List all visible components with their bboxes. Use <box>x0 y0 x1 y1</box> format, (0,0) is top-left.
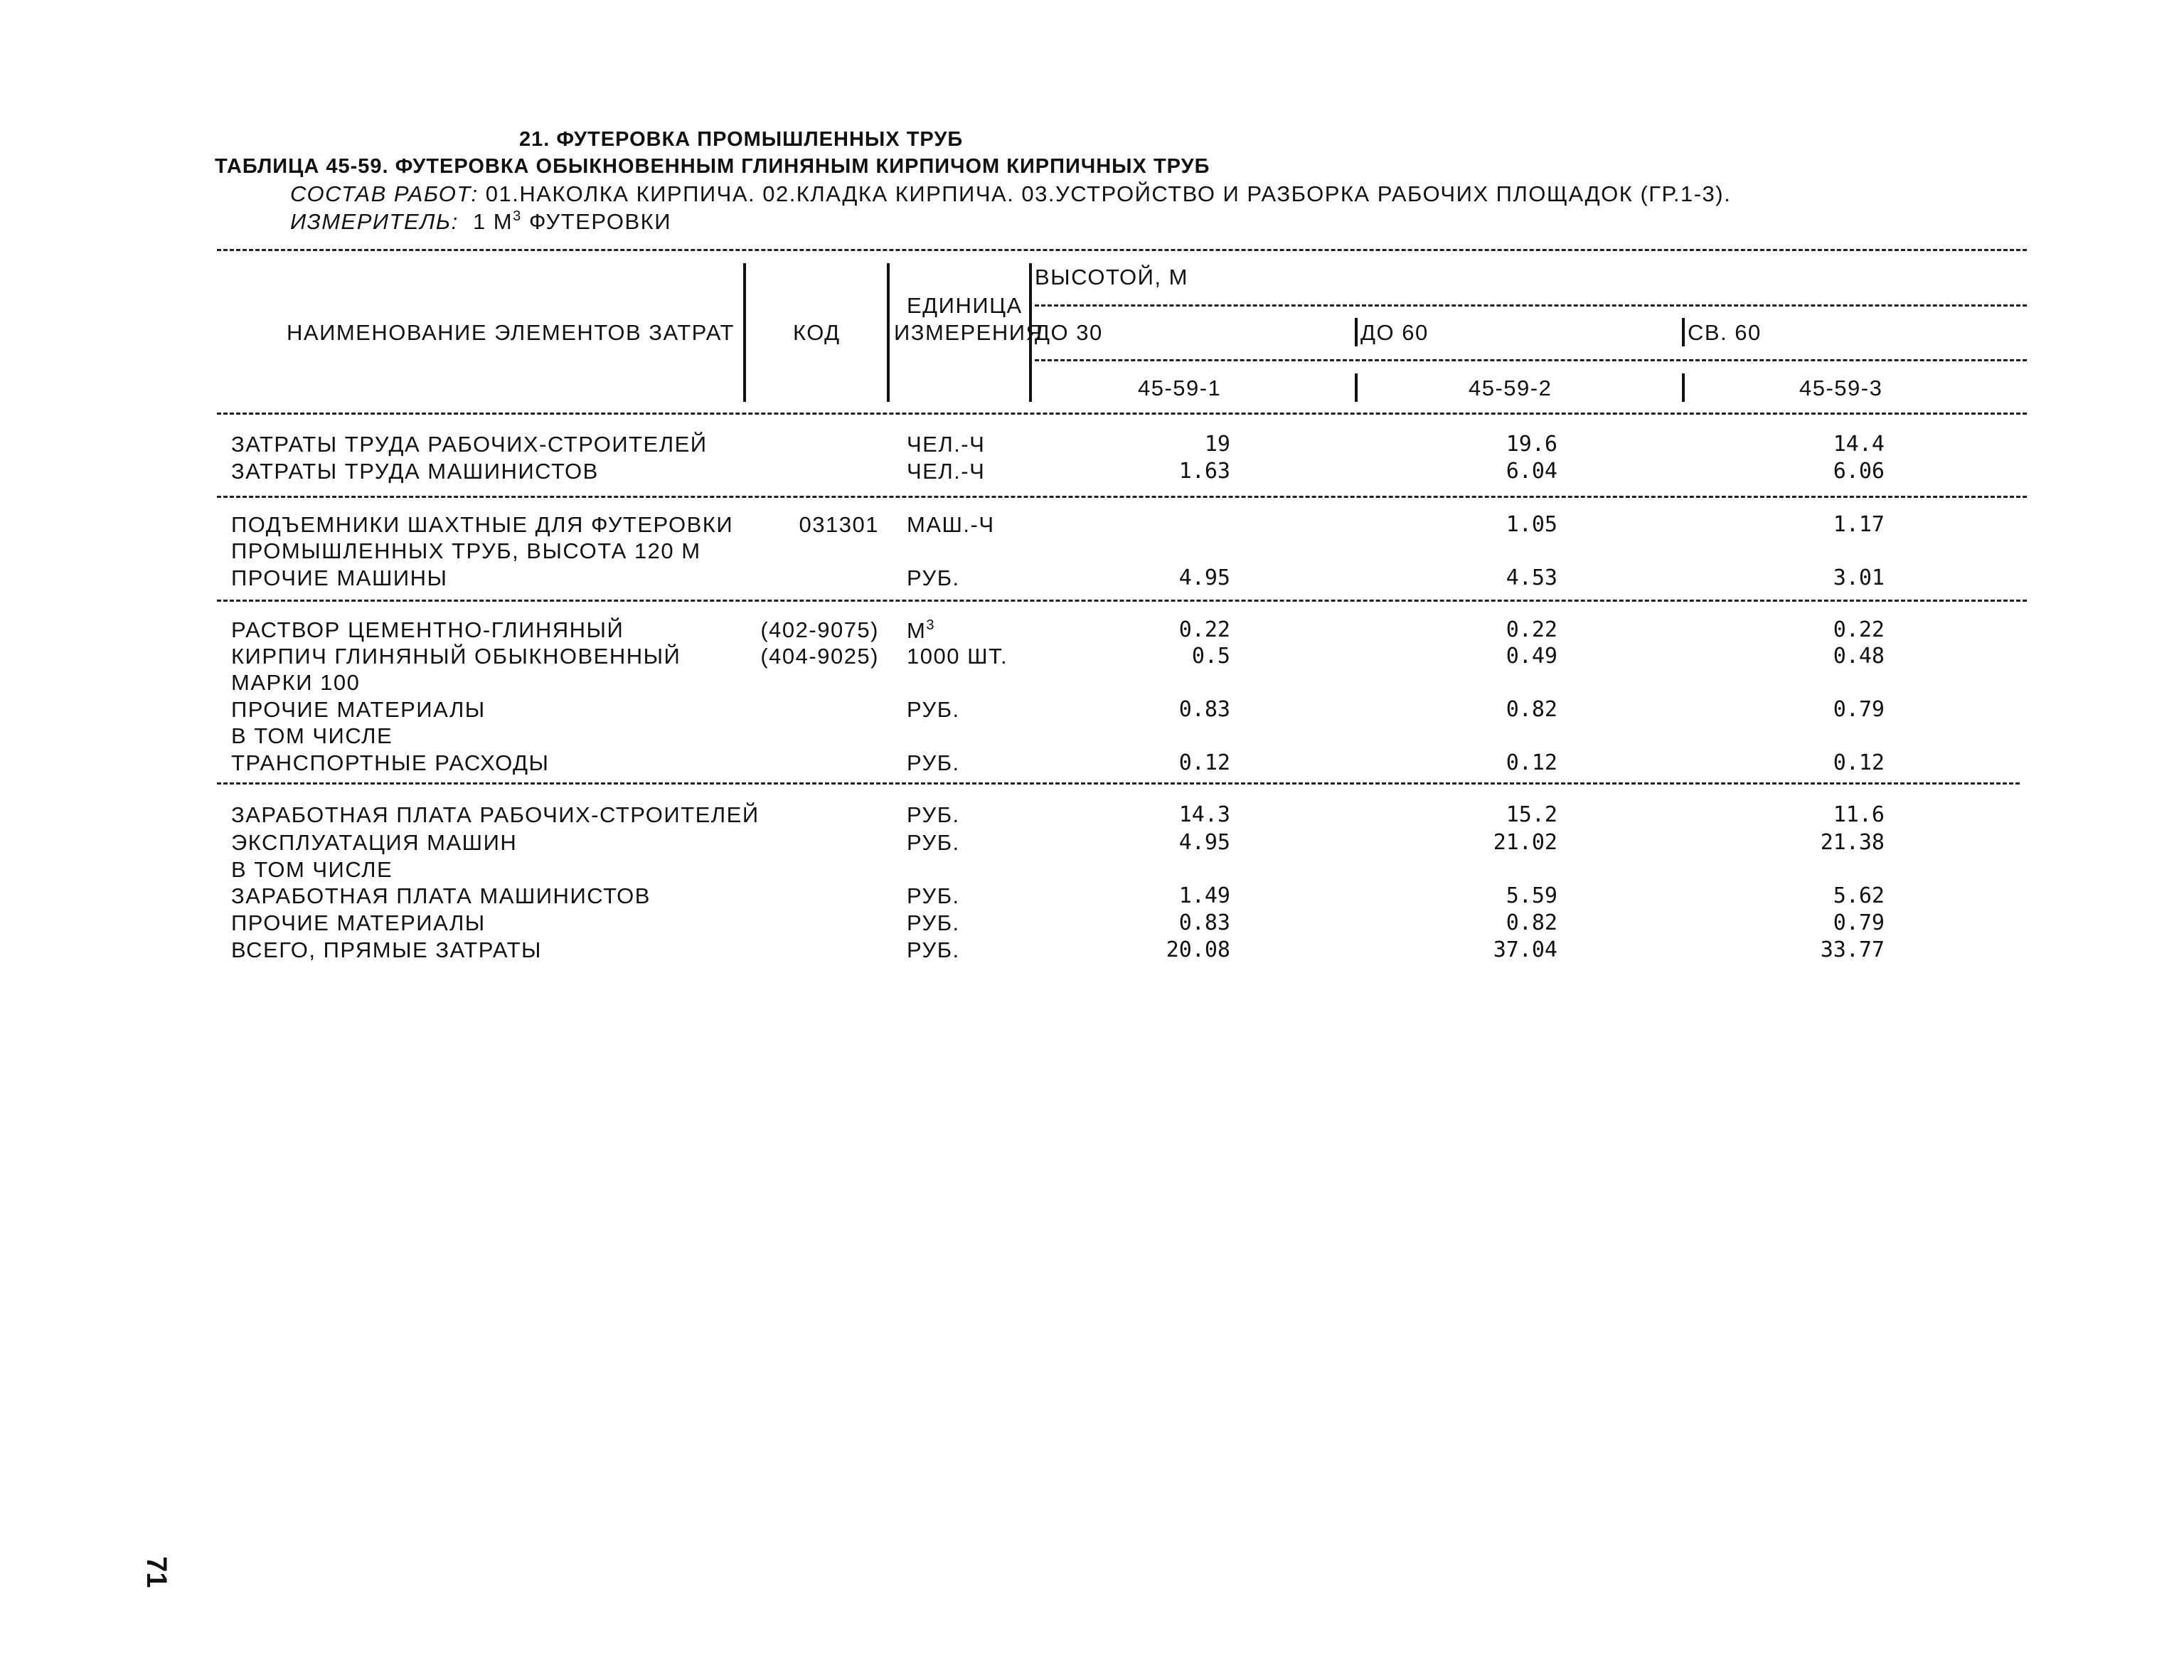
row-value-c2: 0.82 <box>1506 910 1557 935</box>
row-unit: РУБ. <box>907 802 960 827</box>
row-name: ПРОЧИЕ МАШИНЫ <box>231 565 448 590</box>
col-sep-7 <box>1682 373 1685 402</box>
row-value-c1: 0.5 <box>1191 644 1230 669</box>
row-name: ЭКСПЛУАТАЦИЯ МАШИН <box>231 830 518 855</box>
code-rule <box>1035 359 2027 361</box>
measure-line <box>290 208 671 235</box>
row-unit-sup: 3 <box>926 617 935 633</box>
work-label: СОСТАВ РАБОТ: <box>290 181 479 206</box>
measure-sup: 3 <box>513 208 522 224</box>
row-name: РАСТВОР ЦЕМЕНТНО-ГЛИНЯНЫЙ <box>231 617 624 642</box>
table-title: ТАБЛИЦА 45-59. ФУТЕРОВКА ОБЫКНОВЕННЫМ ГЛИНЯНЫМ КИРПИЧОМ КИРПИЧНЫХ ТРУБ <box>215 155 1210 178</box>
group-rule-2 <box>217 600 2027 602</box>
measure-label: ИЗМЕРИТЕЛЬ: <box>290 209 459 234</box>
table-top-rule <box>217 249 2027 251</box>
row-name: ПРОМЫШЛЕННЫХ ТРУБ, ВЫСОТА 120 М <box>231 538 701 563</box>
row-value-c2: 6.04 <box>1506 459 1557 484</box>
row-value-c2: 15.2 <box>1506 802 1557 827</box>
row-value-c1: 0.22 <box>1178 617 1230 642</box>
row-name: ЗАРАБОТНАЯ ПЛАТА МАШИНИСТОВ <box>231 883 651 908</box>
row-value-c3: 14.4 <box>1833 432 1885 457</box>
row-code: 031301 <box>799 512 879 537</box>
height-header: ВЫСОТОЙ, М <box>1035 265 1188 289</box>
row-name: В ТОМ ЧИСЛЕ <box>231 723 393 748</box>
group-rule-1 <box>217 496 2027 498</box>
c1-header: 45-59-1 <box>1138 376 1222 400</box>
row-unit <box>907 617 935 644</box>
c3-header: 45-59-3 <box>1799 376 1883 400</box>
row-value-c3: 6.06 <box>1833 459 1885 484</box>
row-unit: РУБ. <box>907 937 960 962</box>
height-rule <box>1035 304 2027 307</box>
h1-header: ДО 30 <box>1035 320 1103 345</box>
row-value-c3: 33.77 <box>1820 937 1885 962</box>
section-title: 21. ФУТЕРОВКА ПРОМЫШЛЕННЫХ ТРУБ <box>519 128 964 151</box>
code-header: КОД <box>793 320 841 345</box>
row-value-c1: 0.83 <box>1178 697 1230 722</box>
row-name: ЗАТРАТЫ ТРУДА РАБОЧИХ-СТРОИТЕЛЕЙ <box>231 432 708 457</box>
col-sep-5 <box>1682 318 1685 346</box>
measure-post: ФУТЕРОВКИ <box>521 209 671 234</box>
group-rule-3 <box>217 782 2020 785</box>
h3-header: СВ. 60 <box>1688 320 1762 345</box>
row-unit: МАШ.-Ч <box>907 512 995 537</box>
row-value-c1: 1.49 <box>1178 883 1230 908</box>
row-name: ТРАНСПОРТНЫЕ РАСХОДЫ <box>231 750 550 775</box>
row-value-c1: 0.83 <box>1178 910 1230 935</box>
unit-header-2: ИЗМЕРЕНИЯ <box>894 320 1043 345</box>
row-name: ЗАРАБОТНАЯ ПЛАТА РАБОЧИХ-СТРОИТЕЛЕЙ <box>231 802 760 827</box>
row-name: ВСЕГО, ПРЯМЫЕ ЗАТРАТЫ <box>231 937 542 962</box>
row-value-c3: 11.6 <box>1833 802 1885 827</box>
h2-header: ДО 60 <box>1360 320 1429 345</box>
row-value-c1: 19 <box>1204 432 1230 457</box>
measure-pre: 1 М <box>472 209 513 234</box>
row-value-c1: 20.08 <box>1166 937 1230 962</box>
work-text: 01.НАКОЛКА КИРПИЧА. 02.КЛАДКА КИРПИЧА. 03.УСТРОЙСТВО И РАЗБОРКА РАБОЧИХ ПЛОЩАДОК (ГР.1-3). <box>485 181 1732 206</box>
row-value-c3: 3.01 <box>1833 565 1885 590</box>
col-sep-2 <box>887 263 890 402</box>
row-name: МАРКИ 100 <box>231 670 361 695</box>
row-value-c1: 4.95 <box>1178 830 1230 855</box>
row-unit: ЧЕЛ.-Ч <box>907 459 986 484</box>
row-value-c2: 0.12 <box>1506 750 1557 775</box>
row-unit: 1000 ШТ. <box>907 644 1008 669</box>
row-value-c2: 5.59 <box>1506 883 1557 908</box>
row-value-c1: 0.12 <box>1178 750 1230 775</box>
row-value-c3: 21.38 <box>1820 830 1885 855</box>
row-value-c3: 5.62 <box>1833 883 1885 908</box>
row-value-c3: 0.22 <box>1833 617 1885 642</box>
row-unit: РУБ. <box>907 565 960 590</box>
unit-header-1: ЕДИНИЦА <box>907 293 1023 318</box>
row-value-c2: 0.82 <box>1506 697 1557 722</box>
head-bottom-rule <box>217 413 2027 415</box>
row-value-c2: 0.49 <box>1506 644 1557 669</box>
row-value-c3: 0.12 <box>1833 750 1885 775</box>
row-value-c2: 19.6 <box>1506 432 1557 457</box>
row-name: ПРОЧИЕ МАТЕРИАЛЫ <box>231 697 486 722</box>
row-value-c2: 37.04 <box>1493 937 1557 962</box>
row-name: В ТОМ ЧИСЛЕ <box>231 857 393 882</box>
row-unit: ЧЕЛ.-Ч <box>907 432 986 457</box>
row-value-c1: 14.3 <box>1178 802 1230 827</box>
c2-header: 45-59-2 <box>1469 376 1552 400</box>
row-value-c2: 4.53 <box>1506 565 1557 590</box>
row-unit: РУБ. <box>907 750 960 775</box>
col-sep-1 <box>743 263 746 402</box>
work-composition <box>290 181 1731 207</box>
row-value-c2: 21.02 <box>1493 830 1557 855</box>
row-value-c3: 0.79 <box>1833 910 1885 935</box>
row-name: КИРПИЧ ГЛИНЯНЫЙ ОБЫКНОВЕННЫЙ <box>231 644 681 669</box>
name-header: НАИМЕНОВАНИЕ ЭЛЕМЕНТОВ ЗАТРАТ <box>287 320 735 345</box>
row-code: (402-9075) <box>760 617 879 642</box>
col-sep-6 <box>1355 373 1358 402</box>
row-code: (404-9025) <box>760 644 879 669</box>
row-value-c3: 1.17 <box>1833 512 1885 537</box>
row-unit: РУБ. <box>907 697 960 722</box>
row-unit: РУБ. <box>907 910 960 935</box>
row-name: ПОДЪЕМНИКИ ШАХТНЫЕ ДЛЯ ФУТЕРОВКИ <box>231 512 734 537</box>
row-value-c3: 0.79 <box>1833 697 1885 722</box>
row-unit: РУБ. <box>907 883 960 908</box>
page-number: 71 <box>141 1556 172 1588</box>
row-name: ПРОЧИЕ МАТЕРИАЛЫ <box>231 910 486 935</box>
row-name: ЗАТРАТЫ ТРУДА МАШИНИСТОВ <box>231 459 599 484</box>
row-value-c1: 4.95 <box>1178 565 1230 590</box>
col-sep-4 <box>1355 318 1358 346</box>
row-unit-base: М <box>907 618 927 643</box>
row-value-c2: 1.05 <box>1506 512 1557 537</box>
row-value-c2: 0.22 <box>1506 617 1557 642</box>
row-value-c3: 0.48 <box>1833 644 1885 669</box>
row-value-c1: 1.63 <box>1178 459 1230 484</box>
row-unit: РУБ. <box>907 830 960 855</box>
